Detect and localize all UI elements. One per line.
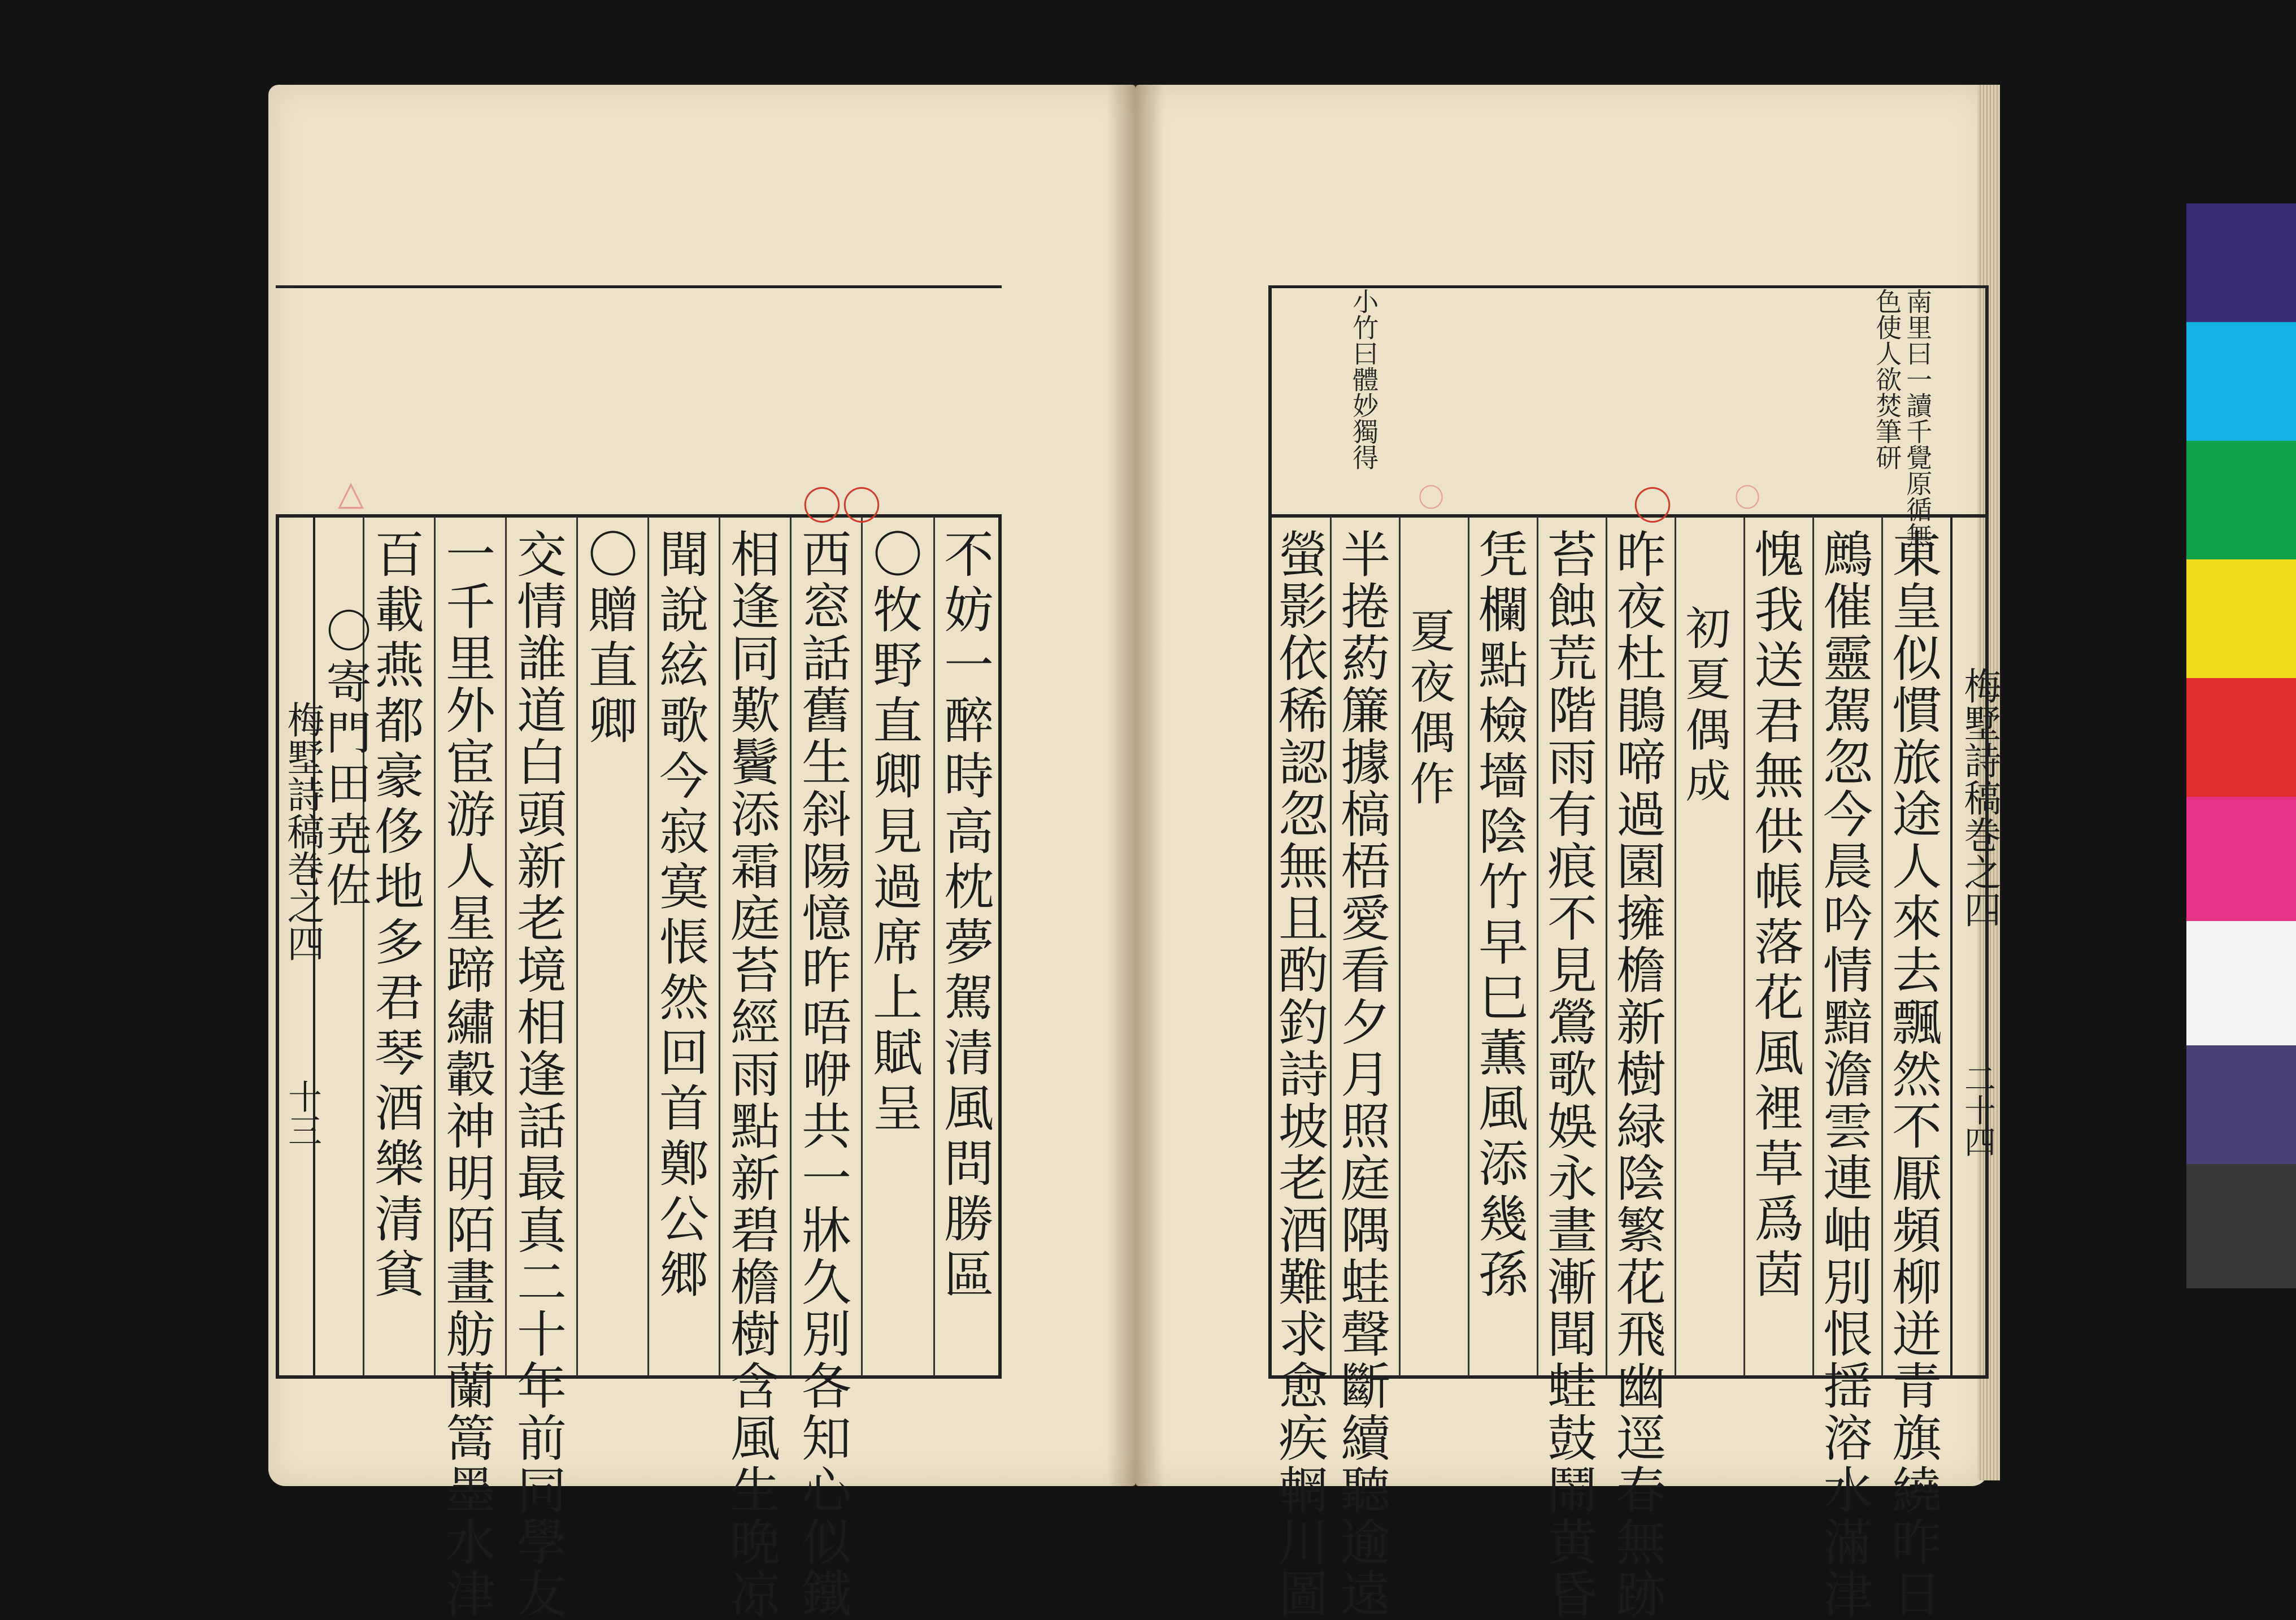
right-column-2: 鷓催靈駕忽今晨吟情黯澹雲連岫別恨揺溶水滿津 [1815, 528, 1873, 1620]
head-note-nanri-2: 色使人欲焚筆研 [1872, 288, 1903, 470]
right-centre-folio: 二十四 [1959, 1062, 1996, 1157]
right-centre-title: 梅墅詩稿巻之四 [1958, 667, 2001, 928]
swatch-magenta [2186, 797, 2296, 921]
left-divider [790, 517, 792, 1376]
left-column-5: 聞說絃歌今寂寞悵然回首鄭公郷 [651, 528, 710, 1304]
left-divider [719, 517, 720, 1376]
left-divider [861, 517, 863, 1376]
left-column-2: 〇牧野直卿見過席上賦呈 [865, 528, 923, 1137]
right-divider [1812, 517, 1814, 1376]
swatch-slate [2186, 1045, 2296, 1164]
left-divider [933, 517, 935, 1376]
right-divider [1743, 517, 1745, 1376]
swatch-purple [2186, 203, 2296, 322]
right-divider [1537, 517, 1538, 1376]
swatch-white [2186, 921, 2296, 1045]
swatch-red [2186, 678, 2296, 797]
book-gutter [1107, 85, 1164, 1486]
left-column-8: 一千里外宦游人星蹄繡轂神明陌畫舫蘭篙墨水津 [438, 528, 496, 1620]
right-column-4: 初夏偶成 [1678, 605, 1730, 808]
left-column-1: 不妨一醉時高枕夢駕清風問勝區 [936, 528, 994, 1304]
right-column-7: 凭欄點檢墻陰竹早巳薫風添幾孫 [1471, 528, 1529, 1304]
swatch-yellow [2186, 559, 2296, 678]
left-column-6: 〇贈直卿 [580, 528, 638, 750]
left-centre-title: 梅墅詩稿巻之四 [281, 701, 324, 962]
right-column-9: 半捲葯簾據槁梧愛看夕月照庭隅蛙聲斷續聽逾遠 [1333, 528, 1391, 1620]
right-column-8: 夏夜偶作 [1402, 607, 1455, 811]
swatch-dark-gray [2186, 1164, 2296, 1288]
right-column-6: 苔蝕荒階雨有痕不見鶯歌娛永晝漸聞蛙鼓鬧黄昏 [1540, 528, 1598, 1620]
pink-circle-mark: 〇 [1734, 483, 1760, 513]
right-divider [1330, 517, 1332, 1376]
swatch-green [2186, 441, 2296, 559]
pink-triangle-mark: △ [338, 474, 364, 513]
head-note-nanri-1: 南里曰一讀千覺原循無 [1902, 288, 1933, 548]
right-divider [1675, 517, 1676, 1376]
left-column-9: 百載燕都豪侈地多君琴酒樂清貧 [367, 528, 425, 1304]
swatch-cyan [2186, 322, 2296, 441]
left-column-10: 〇寄門田尭佐 [319, 607, 371, 913]
right-divider [1399, 517, 1401, 1376]
pink-circle-mark: 〇 [1418, 483, 1444, 513]
right-column-5: 昨夜杜鵑啼過園擁檐新樹緑陰繁花飛幽逕春無跡 [1608, 528, 1667, 1620]
left-divider [505, 517, 507, 1376]
left-divider [434, 517, 436, 1376]
left-divider [576, 517, 578, 1376]
left-column-3: 西窓話舊生斜陽憶昨唔咿共一牀久別各知心似鐵 [794, 528, 852, 1620]
right-column-10: 螢影依稀認忽無且酌釣詩坡老酒難求愈疾輞川圖 [1271, 528, 1329, 1620]
color-calibration-card [2186, 203, 2296, 1288]
red-double-circle-mark: 〇〇 [802, 483, 881, 529]
left-head-rule [276, 285, 1002, 288]
right-divider [1468, 517, 1469, 1376]
head-note-shochiku: 小竹曰體妙獨得 [1349, 288, 1380, 470]
left-column-7: 交情誰道白頭新老境相逢話最真二十年前同學友 [509, 528, 567, 1620]
right-centre-column [1950, 514, 1989, 1379]
left-column-4: 相逢同歎鬢添霜庭苔經雨點新碧檐樹含風生晩凉 [723, 528, 781, 1620]
right-divider [1606, 517, 1607, 1376]
left-divider [647, 517, 649, 1376]
left-centre-folio: 十三 [282, 1079, 322, 1147]
right-column-1: 東皇似慣旅途人來去飄然不厭頻柳迸青旗繞昨日 [1884, 528, 1942, 1620]
right-column-3: 愧我送君無供帳落花風裡草爲茵 [1746, 528, 1804, 1304]
red-circle-mark: 〇 [1633, 483, 1672, 529]
right-divider [1881, 517, 1883, 1376]
